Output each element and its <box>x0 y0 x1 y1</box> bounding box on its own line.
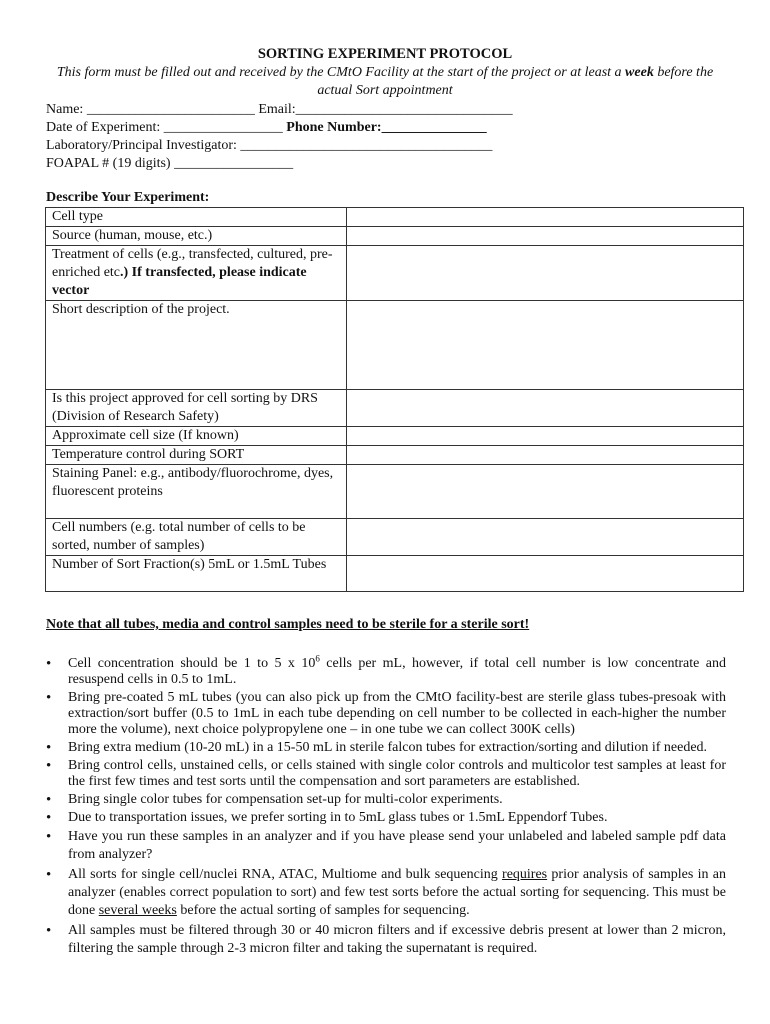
question-cell: Cell type <box>46 208 347 227</box>
instructions-list <box>46 653 726 960</box>
list-item: • Bring single color tubes for compensation set-up for multi-color experiments. <box>46 792 726 808</box>
bullet-text-end: cells per mL, however, if total cell number is low concentrate and resuspend cells in 0.5 to 1mL. <box>68 656 726 687</box>
answer-cell[interactable] <box>347 446 744 465</box>
answer-cell[interactable] <box>347 301 744 390</box>
table-row <box>46 556 744 592</box>
question-cell: Approximate cell size (If known) <box>46 427 347 446</box>
table-row <box>46 390 744 427</box>
question-emphasis: .) If transfected, please indicate vector <box>52 265 307 298</box>
question-cell: Staining Panel: e.g., antibody/fluorochrome, dyes, fluorescent proteins <box>46 465 347 519</box>
list-item: • Bring extra medium (10-20 mL) in a 15-50 mL in sterile falcon tubes for extraction/sorting and dilution if needed. <box>46 740 726 756</box>
bullet-text-mid: prior analysis of samples in an analyzer (enables correct population to sort) and few test sorts before the actual sorting for sequencing. This must be done <box>68 867 726 918</box>
answer-cell[interactable] <box>347 227 744 246</box>
lab-pi-field[interactable]: Laboratory/Principal Investigator: ____________________________________ <box>46 138 493 153</box>
answer-cell[interactable] <box>347 556 744 592</box>
date-phone-field[interactable] <box>46 119 487 137</box>
table-row <box>46 465 744 519</box>
bullet-text: Cell concentration should be 1 to 5 x 10 <box>68 656 316 671</box>
underlined-requires: requires <box>502 867 548 882</box>
sterile-note: Note that all tubes, media and control samples need to be sterile for a sterile sort! <box>46 617 530 632</box>
list-item: • Have you run these samples in an analyzer and if you have please send your unlabeled and labeled sample pdf data from analyzer? <box>46 828 726 864</box>
subtitle-text: This form must be filled out and received by the CMtO Facility at the start of the project or at least a <box>56 65 626 80</box>
question-cell: Cell numbers (e.g. total number of cells to be sorted, number of samples) <box>46 519 347 556</box>
answer-cell[interactable] <box>347 465 744 519</box>
page-title: SORTING EXPERIMENT PROTOCOL <box>257 46 513 62</box>
answer-cell[interactable] <box>347 390 744 427</box>
question-cell: Number of Sort Fraction(s) 5mL or 1.5mL Tubes <box>46 556 347 592</box>
phone-field[interactable]: Phone Number:_______________ <box>286 120 487 135</box>
table-row <box>46 519 744 556</box>
answer-cell[interactable] <box>347 427 744 446</box>
list-item <box>46 653 726 688</box>
question-cell: Is this project approved for cell sorting by DRS (Division of Research Safety) <box>46 390 347 427</box>
page-subtitle <box>40 64 730 100</box>
subtitle-text-end: before the actual Sort appointment <box>317 65 714 98</box>
list-item <box>46 866 726 920</box>
subtitle-emphasis: week <box>625 65 654 80</box>
underlined-several-weeks: several weeks <box>98 903 177 918</box>
answer-cell[interactable] <box>347 519 744 556</box>
question-cell: Source (human, mouse, etc.) <box>46 227 347 246</box>
question-text: Treatment of cells (e.g., transfected, cultured, pre-enriched etc <box>52 247 333 280</box>
table-row <box>46 246 744 301</box>
list-item: • Bring control cells, unstained cells, or cells stained with single color controls and multicolor test samples at least for the first few times and test sorts until the compensation and sort parameters are established. <box>46 758 726 790</box>
answer-cell[interactable] <box>347 208 744 227</box>
answer-cell[interactable] <box>347 246 744 301</box>
table-row <box>46 208 744 227</box>
date-field[interactable]: Date of Experiment: _________________ <box>46 120 287 135</box>
question-cell: Short description of the project. <box>46 301 347 390</box>
section-title: Describe Your Experiment: <box>46 190 210 205</box>
table-row <box>46 427 744 446</box>
list-item: • Bring pre-coated 5 mL tubes (you can also pick up from the CMtO facility-best are sterile glass tubes-presoak with extraction/sort buffer (0.5 to 1mL in each tube depending on cell number to be collected in each-higher the number more the volume), next choice polypropylene one – in one tube we can collect 300K cells) <box>46 690 726 738</box>
exponent: 6 <box>315 653 320 664</box>
experiment-table <box>45 207 744 592</box>
question-cell: Temperature control during SORT <box>46 446 347 465</box>
list-item: • Due to transportation issues, we prefer sorting in to 5mL glass tubes or 1.5mL Eppendorf Tubes. <box>46 810 726 826</box>
list-item: • All samples must be filtered through 30 or 40 micron filters and if excessive debris present at lower than 2 micron, filtering the sample through 2-3 micron filter and taking the supernatant is required. <box>46 922 726 958</box>
bullet-text-end: before the actual sorting of samples for sequencing. <box>176 903 470 918</box>
table-row <box>46 301 744 390</box>
bullet-text: All sorts for single cell/nuclei RNA, ATAC, Multiome and bulk sequencing <box>68 867 503 882</box>
table-row <box>46 446 744 465</box>
question-cell <box>46 246 347 301</box>
table-row <box>46 227 744 246</box>
foapal-field[interactable]: FOAPAL # (19 digits) _________________ <box>46 156 294 171</box>
name-email-field[interactable]: Name: ________________________ Email:_______________________________ <box>46 102 513 117</box>
